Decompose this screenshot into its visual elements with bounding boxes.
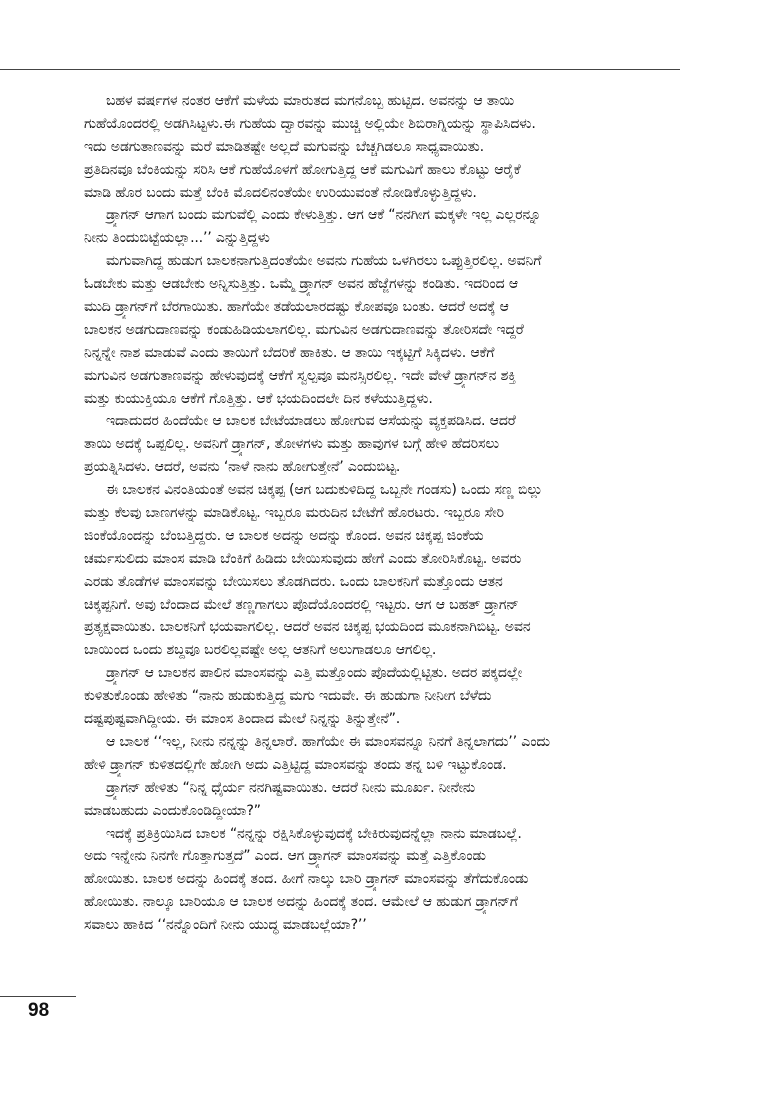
text-line: ದಷ್ಟಪುಷ್ಟವಾಗಿದ್ದೀಯ. ಈ ಮಾಂಸ ತಿಂದಾದ ಮೇಲೆ ನಿನ್ನನ್ನು ತಿನ್ನುತ್ತೇನೆ”.: [84, 711, 401, 728]
text-line: ಹೋಯಿತು. ನಾಲ್ಕೂ ಬಾರಿಯೂ ಆ ಬಾಲಕ ಅದನ್ನು ಹಿಂದಕ್ಕೆ ತಂದ. ಆಮೇಲೆ ಆ ಹುಡುಗ ಡ್ರ್ಯಾಗನ್‌ಗೆ: [84, 894, 518, 911]
text-line: ಡ್ರ್ಯಾಗನ್ ಆ ಬಾಲಕನ ಪಾಲಿನ ಮಾಂಸವನ್ನು ಎತ್ತಿ ಮತ್ತೊಂದು ಪೊದೆಯಲ್ಲಿಟ್ಟಿತು. ಅದರ ಪಕ್ಕದಲ್ಲೇ: [106, 665, 523, 682]
text-line: ಡ್ರ್ಯಾಗನ್ ಆಗಾಗ ಬಂದು ಮಗುವೆಲ್ಲಿ ಎಂದು ಕೇಳುತ್ತಿತ್ತು. ಆಗ ಆಕೆ “ನನಗೀಗ ಮಕ್ಕಳೇ ಇಲ್ಲ ಎಲ್ಲರನ್ನೂ: [106, 207, 542, 224]
text-line: ಈ ಬಾಲಕನ ವಿನಂತಿಯಂತೆ ಅವನ ಚಿಕ್ಕಪ್ಪ (ಆಗ ಬದುಕುಳಿದಿದ್ದ ಒಬ್ಬನೇ ಗಂಡಸು) ಒಂದು ಸಣ್ಣ ಬಿಲ್ಲು: [106, 482, 543, 499]
text-line: ಡ್ರ್ಯಾಗನ್ ಹೇಳಿತು “ನಿನ್ನ ಧೈರ್ಯ ನನಗಿಷ್ಟವಾಯಿತು. ಆದರೆ ನೀನು ಮೂರ್ಖ. ನೀನೇನು: [106, 779, 476, 796]
text-line: ಬಾಲಕನ ಅಡಗುದಾಣವನ್ನು ಕಂಡುಹಿಡಿಯಲಾಗಲಿಲ್ಲ. ಮಗುವಿನ ಅಡಗುದಾಣವನ್ನು ತೋರಿಸದೇ ಇದ್ದರೆ: [84, 321, 524, 338]
text-line: ಇದಕ್ಕೆ ಪ್ರತಿಕ್ರಿಯಿಸಿದ ಬಾಲಕ “ನನ್ನನ್ನು ರಕ್ಷಿಸಿಕೊಳ್ಳುವುದಕ್ಕೆ ಬೇಕಿರುವುದನ್ನೆಲ್ಲಾ ನಾನು ಮಾಡಬಲ್ಲೆ.: [106, 825, 522, 842]
text-line: ಕುಳಿತುಕೊಂಡು ಹೇಳಿತು “ನಾನು ಹುಡುಕುತ್ತಿದ್ದ ಮಗು ಇದುವೇ. ಈ ಹುಡುಗಾ ನೀನೀಗ ಬೆಳೆದು: [84, 688, 492, 705]
text-line: ಜಿಂಕೆಯೊಂದನ್ನು ಬೆಂಬತ್ತಿದ್ದರು. ಆ ಬಾಲಕ ಅದನ್ನು ಅದನ್ನು ಕೊಂದ. ಅವನ ಚಿಕ್ಕಪ್ಪ ಜಿಂಕೆಯ: [84, 527, 484, 544]
text-line: ಹೇಳಿ ಡ್ರ್ಯಾಗನ್ ಕುಳಿತದಲ್ಲಿಗೇ ಹೋಗಿ ಅದು ಎತ್ತಿಟ್ಟಿದ್ದ ಮಾಂಸವನ್ನು ತಂದು ತನ್ನ ಬಳಿ ಇಟ್ಟುಕೊಂಡ.: [84, 756, 507, 773]
text-line: ಪ್ರತಿದಿನವೂ ಬೆಂಕಿಯನ್ನು ಸರಿಸಿ ಆಕೆ ಗುಹೆಯೊಳಗೆ ಹೋಗುತ್ತಿದ್ದ ಆಕೆ ಮಗುವಿಗೆ ಹಾಲು ಕೊಟ್ಟು ಆರೈಕೆ: [84, 161, 521, 178]
text-line: ಎರಡು ತೊಡೆಗಳ ಮಾಂಸವನ್ನು ಬೇಯಿಸಲು ತೊಡಗಿದರು. ಒಂದು ಬಾಲಕನಿಗೆ ಮತ್ತೊಂದು ಆತನ: [84, 573, 503, 590]
text-line: ಸವಾಲು ಹಾಕಿದ ‘‘ನನ್ನೊಂದಿಗೆ ನೀನು ಯುದ್ಧ ಮಾಡಬಲ್ಲೆಯಾ?’’: [84, 917, 367, 934]
footer-rule: [0, 996, 76, 997]
text-line: ಮಗುವಾಗಿದ್ದ ಹುಡುಗ ಬಾಲಕನಾಗುತ್ತಿದಂತೆಯೇ ಅವನು ಗುಹೆಯ ಒಳಗಿರಲು ಒಪ್ಪುತ್ತಿರಲಿಲ್ಲ. ಅವನಿಗೆ: [106, 253, 542, 270]
page-number: 98: [28, 1000, 50, 1021]
text-line: ಮುದಿ ಡ್ರ್ಯಾಗನ್‌ಗೆ ಬೆರಗಾಯಿತು. ಹಾಗೆಯೇ ತಡೆಯಲಾರದಷ್ಟು ಕೋಪವೂ ಬಂತು. ಆದರೆ ಅದಕ್ಕೆ ಆ: [84, 299, 509, 316]
text-line: ಪ್ರಯತ್ನಿಸಿದಳು. ಆದರೆ, ಅವನು ‘ನಾಳೆ ನಾನು ಹೋಗುತ್ತೇನೆ’ ಎಂದುಬಿಟ್ಟ.: [84, 459, 401, 476]
text-line: ಹೋಯಿತು. ಬಾಲಕ ಅದನ್ನು ಹಿಂದಕ್ಕೆ ತಂದ. ಹೀಗೆ ನಾಲ್ಕು ಬಾರಿ ಡ್ರ್ಯಾಗನ್ ಮಾಂಸವನ್ನು ತೆಗೆದುಕೊಂಡು: [84, 871, 529, 888]
text-line: ಮಾಡಬಹುದು ಎಂದುಕೊಂಡಿದ್ದೀಯಾ?”: [84, 802, 261, 819]
text-line: ಬಾಯಿಂದ ಒಂದು ಶಬ್ದವೂ ಬರಲಿಲ್ಲವಷ್ಟೇ ಅಲ್ಲ ಆತನಿಗೆ ಅಲುಗಾಡಲೂ ಆಗಲಿಲ್ಲ.: [84, 642, 437, 659]
text-line: ಮಾಡಿ ಹೊರ ಬಂದು ಮತ್ತೆ ಬೆಂಕಿ ಮೊದಲಿನಂತೆಯೇ ಉರಿಯುವಂತೆ ನೋಡಿಕೊಳ್ಳುತ್ತಿದ್ದಳು.: [84, 184, 477, 201]
story-text: [84, 90, 676, 937]
text-line: ಆ ಬಾಲಕ ‘‘ಇಲ್ಲ, ನೀನು ನನ್ನನ್ನು ತಿನ್ನಲಾರೆ. ಹಾಗೆಯೇ ಈ ಮಾಂಸವನ್ನೂ ನಿನಗೆ ತಿನ್ನಲಾಗದು’’ ಎಂದು: [106, 733, 550, 750]
text-line: ಗುಹೆಯೊಂದರಲ್ಲಿ ಅಡಗಿಸಿಟ್ಟಳು.ಈ ಗುಹೆಯ ದ್ವಾರವನ್ನು ಮುಚ್ಚಿ ಅಲ್ಲಿಯೇ ಶಿಬಿರಾಗ್ನಿಯನ್ನು ಸ್ಥಾಪಿಸಿದಳು.: [84, 115, 536, 132]
text-line: ನೀನು ತಿಂದುಬಿಟ್ಟೆಯಲ್ಲಾ...’’ ಎನ್ನುತ್ತಿದ್ದಳು: [84, 230, 270, 247]
text-line: ಚಿಕ್ಕಪ್ಪನಿಗೆ. ಅವು ಬೆಂದಾದ ಮೇಲೆ ತಣ್ಣಗಾಗಲು ಪೊದೆಯೊಂದರಲ್ಲಿ ಇಟ್ಟರು. ಆಗ ಆ ಬಹತ್ ಡ್ರ್ಯಾಗನ್: [84, 596, 519, 613]
header-rule: [0, 69, 680, 70]
text-line: ಬಹಳ ವರ್ಷಗಳ ನಂತರ ಆಕೆಗೆ ಮಳೆಯ ಮಾರುತದ ಮಗನೊಬ್ಬ ಹುಟ್ಟಿದ. ಅವನನ್ನು ಆ ತಾಯಿ: [106, 93, 515, 109]
text-line: ಇದಾದುದರ ಹಿಂದೆಯೇ ಆ ಬಾಲಕ ಬೇಟೆಯಾಡಲು ಹೋಗುವ ಆಸೆಯನ್ನು ವ್ಯಕ್ತಪಡಿಸಿದ. ಆದರೆ: [106, 413, 516, 430]
text-line: ತಾಯಿ ಅದಕ್ಕೆ ಒಪ್ಪಲಿಲ್ಲ. ಅವನಿಗೆ ಡ್ರ್ಯಾಗನ್, ತೋಳಗಳು ಮತ್ತು ಹಾವುಗಳ ಬಗ್ಗೆ ಹೇಳಿ ಹೆದರಿಸಲು: [84, 436, 499, 453]
text-line: ನಿನ್ನನ್ನೇ ನಾಶ ಮಾಡುವೆ ಎಂದು ತಾಯಿಗೆ ಬೆದರಿಕೆ ಹಾಕಿತು. ಆ ತಾಯಿ ಇಕ್ಕಟ್ಟಿಗೆ ಸಿಕ್ಕಿದಳು. ಆಕೆಗೆ: [84, 344, 495, 361]
text-line: ಓಡಬೇಕು ಮತ್ತು ಆಡಬೇಕು ಅನ್ನಿಸುತ್ತಿತ್ತು. ಒಮ್ಮೆ ಡ್ರ್ಯಾಗನ್ ಅವನ ಹೆಜ್ಜೆಗಳನ್ನು ಕಂಡಿತು. ಇದರಿಂದ ಆ: [84, 276, 519, 293]
text-line: ಪ್ರತ್ಯಕ್ಷವಾಯಿತು. ಬಾಲಕನಿಗೆ ಭಯವಾಗಲಿಲ್ಲ. ಆದರೆ ಅವನ ಚಿಕ್ಕಪ್ಪ ಭಯದಿಂದ ಮೂಕನಾಗಿಬಿಟ್ಟ. ಅವನ: [84, 619, 531, 636]
text-line: ಮತ್ತು ಕೆಲವು ಬಾಣಗಳನ್ನು ಮಾಡಿಕೊಟ್ಟ. ಇಬ್ಬರೂ ಮರುದಿನ ಬೇಟೆಗೆ ಹೊರಟರು. ಇಬ್ಬರೂ ಸೇರಿ: [84, 505, 504, 522]
text-line: ಮಗುವಿನ ಅಡಗುತಾಣವನ್ನು ಹೇಳುವುದಕ್ಕೆ ಆಕೆಗೆ ಸ್ವಲ್ಪವೂ ಮನಸ್ಸಿರಲಿಲ್ಲ. ಇದೇ ವೇಳೆ ಡ್ರ್ಯಾಗನ್‌ನ ಶಕ್ತಿ: [84, 367, 516, 384]
text-line: ಚರ್ಮಸುಲಿದು ಮಾಂಸ ಮಾಡಿ ಬೆಂಕಿಗೆ ಹಿಡಿದು ಬೇಯಿಸುವುದು ಹೇಗೆ ಎಂದು ತೋರಿಸಿಕೊಟ್ಟ. ಅವರು: [84, 550, 522, 567]
text-line: ಇದು ಅಡಗುತಾಣವನ್ನು ಮರೆ ಮಾಡಿತಷ್ಟೇ ಅಲ್ಲದೆ ಮಗುವನ್ನು ಬೆಚ್ಚಗಿಡಲೂ ಸಾಧ್ಯವಾಯಿತು.: [84, 138, 484, 155]
text-line: ಅದು ಇನ್ನೇನು ನಿನಗೇ ಗೊತ್ತಾಗುತ್ತದೆ” ಎಂದ. ಆಗ ಡ್ರ್ಯಾಗನ್ ಮಾಂಸವನ್ನು ಮತ್ತೆ ಎತ್ತಿಕೊಂಡು: [84, 848, 486, 865]
text-line: ಮತ್ತು ಕುಯುಕ್ತಿಯೂ ಆಕೆಗೆ ಗೊತ್ತಿತ್ತು. ಆಕೆ ಭಯದಿಂದಲೇ ದಿನ ಕಳೆಯುತ್ತಿದ್ದಳು.: [84, 390, 433, 407]
